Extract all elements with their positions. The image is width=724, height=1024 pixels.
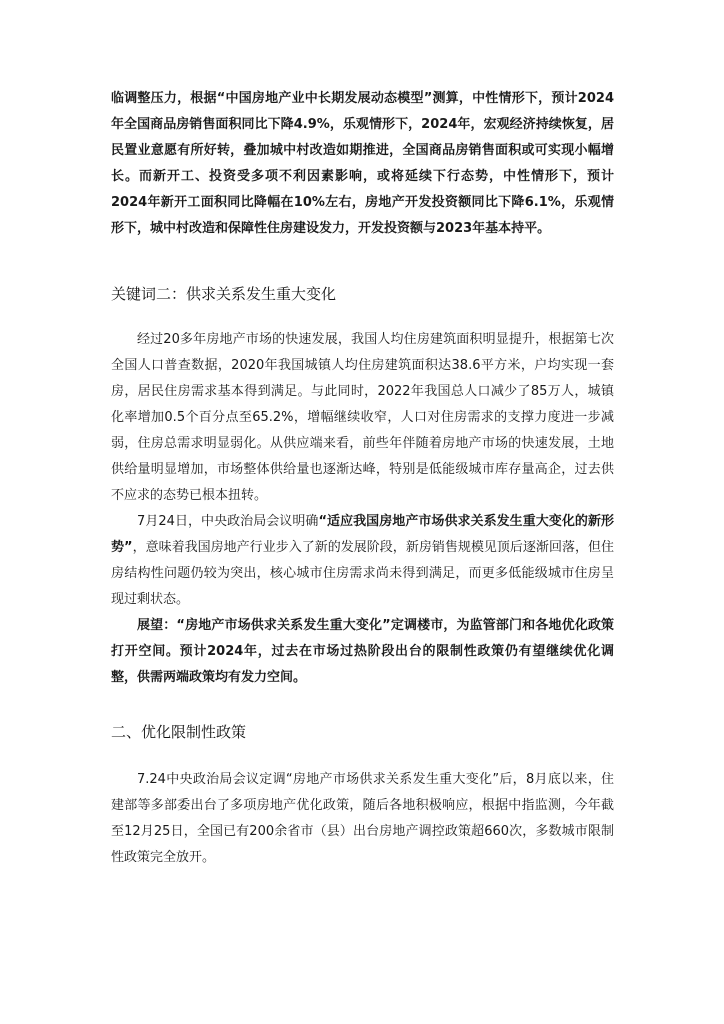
policy-optimization-paragraph: 7.24中央政治局会议定调“房地产市场供求关系发生重大变化”后，8月底以来，住建部等多部委出台了多项房地产优化政策，随后各地积极响应，根据中指监测，今年截至12月25日，全国已有200余省市（县）出台房地产调控政策超660次，多数城市限制性政策完全放开。 <box>111 772 614 865</box>
intro-paragraph: 临调整压力，根据“中国房地产业中长期发展动态模型”测算，中性情形下，预计2024年全国商品房销售面积同比下降4.9%，乐观情形下，2024年，宏观经济持续恢复，居民置业意愿有所好转，叠加城中村改造如期推进，全国商品房销售面积或可实现小幅增长。而新开工、投资受多项不利因素影响，或将延续下行态势，中性情形下，预计2024年新开工面积同比降幅在10%左右，房地产开发投资额同比下降6.1%，乐观情形下，城中村改造和保障性住房建设发力，开发投资额与2023年基本持平。 <box>111 91 614 236</box>
supply-demand-paragraph: 经过20多年房地产市场的快速发展，我国人均住房建筑面积明显提升，根据第七次全国人口普查数据，2020年我国城镇人均住房建筑面积达38.6平方米，户均实现一套房，居民住房需求基本得到满足。与此同时，2022年我国总人口减少了85万人，城镇化率增加0.5个百分点至65.2%，增幅继续收窄，人口对住房需求的支撑力度进一步减弱，住房总需求明显弱化。从供应端来看，前些年伴随着房地产市场的快速发展，土地供给量明显增加，市场整体供给量也逐渐达峰，特别是低能级城市库存量高企，过去供不应求的态势已根本扭转。 <box>111 332 614 503</box>
politburo-meeting-quote: “适应我国房地产市场供求关系发生重大变化的新形势” <box>111 514 614 555</box>
section-heading-optimize-policies: 二、优化限制性政策 <box>111 723 247 741</box>
outlook-paragraph: 展望：“房地产市场供求关系发生重大变化”定调楼市，为监管部门和各地优化政策打开空间。预计2024年，过去在市场过热阶段出台的限制性政策仍有望继续优化调整，供需两端政策均有发力空间。 <box>111 618 614 685</box>
politburo-meeting-text-rest: ，意味着我国房地产行业步入了新的发展阶段，新房销售规模见顶后逐渐回落，但住房结构性问题仍较为突出，核心城市住房需求尚未得到满足，而更多低能级城市住房呈现过剩状态。 <box>111 540 614 607</box>
politburo-meeting-text: 7月24日，中央政治局会议明确 <box>137 514 319 529</box>
section-heading-keyword-two: 关键词二：供求关系发生重大变化 <box>111 285 337 303</box>
politburo-meeting-paragraph <box>111 509 614 613</box>
